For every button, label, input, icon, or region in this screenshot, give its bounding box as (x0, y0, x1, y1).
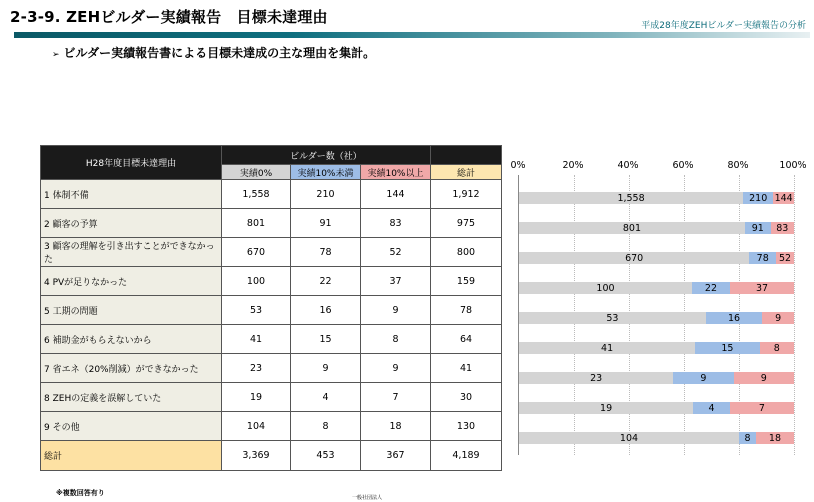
bar-segment (706, 312, 762, 324)
bar-segment (730, 402, 794, 414)
bar-data-label: 91 (751, 222, 764, 234)
cell-over10: 144 (361, 180, 431, 209)
cell-total: 30 (431, 383, 502, 412)
arrow-bullet-icon: ➢ (52, 50, 60, 60)
bar-segment (519, 192, 743, 204)
bar-data-label: 144 (774, 192, 793, 204)
row-label: 9 その他 (41, 412, 222, 441)
bar-segment (519, 252, 749, 264)
bar-data-label: 18 (768, 432, 781, 444)
report-subtitle: 平成28年度ZEHビルダー実績報告の分析 (641, 21, 806, 31)
table-row (41, 238, 502, 267)
col-header-total: 総計 (431, 165, 502, 180)
total-row-label: 総計 (41, 441, 222, 471)
bar-segment (776, 252, 794, 264)
lead-label: ビルダー実績報告書による目標未達成の主な理由を集計。 (63, 46, 376, 60)
bar-segment (692, 282, 730, 294)
bar-segment (749, 252, 776, 264)
bar-data-label: 23 (590, 372, 603, 384)
bar-segment (771, 222, 794, 234)
cell-0pct: 19 (222, 383, 291, 412)
bar-segment (745, 222, 771, 234)
cell-over10: 83 (361, 209, 431, 238)
row-label: 5 工期の問題 (41, 296, 222, 325)
table-row (41, 209, 502, 238)
cell-total: 41 (431, 354, 502, 383)
cell-0pct: 670 (222, 238, 291, 267)
cell-under10: 78 (291, 238, 361, 267)
cell-over10: 18 (361, 412, 431, 441)
total-0pct: 3,369 (222, 441, 291, 471)
stacked-bar (519, 372, 794, 384)
bar-segment (695, 342, 759, 354)
cell-over10: 37 (361, 267, 431, 296)
cell-over10: 9 (361, 296, 431, 325)
bar-data-label: 9 (700, 372, 707, 384)
table-row (41, 354, 502, 383)
total-row (41, 441, 502, 471)
cell-total: 1,912 (431, 180, 502, 209)
bar-data-label: 1,558 (617, 192, 645, 204)
cell-over10: 8 (361, 325, 431, 354)
x-tick-label: 40% (617, 160, 639, 171)
lead-text (52, 44, 375, 61)
stacked-bar (519, 432, 794, 444)
bar-segment (693, 402, 730, 414)
cell-under10: 210 (291, 180, 361, 209)
page-title: 2-3-9. ZEHビルダー実績報告 目標未達理由 (10, 8, 328, 26)
cell-total: 78 (431, 296, 502, 325)
bar-segment (762, 312, 794, 324)
row-label: 2 顧客の予算 (41, 209, 222, 238)
bar-data-label: 9 (775, 312, 782, 324)
cell-total: 800 (431, 238, 502, 267)
bar-data-label: 22 (704, 282, 718, 294)
table-row (41, 412, 502, 441)
stacked-bar (519, 342, 794, 354)
cell-0pct: 53 (222, 296, 291, 325)
total-header-top (431, 146, 502, 165)
row-label: 7 省エネ（20%削減）ができなかった (41, 354, 222, 383)
table-row (41, 383, 502, 412)
bar-segment (760, 342, 794, 354)
cell-under10: 16 (291, 296, 361, 325)
row-label: 1 体制不備 (41, 180, 222, 209)
bar-data-label: 100 (596, 282, 615, 294)
cell-0pct: 100 (222, 267, 291, 296)
bar-data-label: 83 (776, 222, 789, 234)
bar-data-label: 16 (728, 312, 741, 324)
cell-over10: 7 (361, 383, 431, 412)
stacked-bar (519, 282, 794, 294)
bar-segment (673, 372, 733, 384)
col-header-over10: 実績10%以上 (361, 165, 431, 180)
bar-segment (519, 282, 692, 294)
cell-0pct: 41 (222, 325, 291, 354)
bar-data-label: 670 (625, 252, 644, 264)
bar-segment (730, 282, 794, 294)
total-total: 4,189 (431, 441, 502, 471)
cell-under10: 4 (291, 383, 361, 412)
bar-data-label: 4 (708, 402, 715, 414)
bar-data-label: 104 (619, 432, 639, 444)
bar-data-label: 801 (622, 222, 642, 234)
stacked-bar (519, 252, 794, 264)
bar-data-label: 8 (773, 342, 780, 354)
x-tick-label: 80% (727, 160, 749, 171)
bar-data-label: 52 (779, 252, 792, 264)
reason-table (40, 145, 502, 471)
bar-segment (743, 192, 773, 204)
cell-under10: 9 (291, 354, 361, 383)
row-label: 3 顧客の理解を引き出すことができなかった (41, 238, 222, 267)
x-tick-label: 100% (779, 160, 807, 171)
bar-data-label: 9 (760, 372, 767, 384)
cell-0pct: 801 (222, 209, 291, 238)
bar-segment (519, 432, 739, 444)
stacked-bar (519, 222, 794, 234)
footnote: ※複数回答有り (56, 489, 105, 497)
cell-total: 975 (431, 209, 502, 238)
bar-segment (519, 402, 693, 414)
title-rule (14, 32, 810, 38)
cell-under10: 91 (291, 209, 361, 238)
stacked-bar (519, 402, 794, 414)
cell-total: 64 (431, 325, 502, 354)
cell-0pct: 1,558 (222, 180, 291, 209)
row-label: 6 補助金がもらえないから (41, 325, 222, 354)
x-tick-label: 0% (510, 160, 526, 171)
cell-over10: 9 (361, 354, 431, 383)
bar-data-label: 15 (721, 342, 734, 354)
reason-column-header: H28年度目標未達理由 (41, 146, 222, 180)
cell-under10: 15 (291, 325, 361, 354)
col-header-under10: 実績10%未満 (291, 165, 361, 180)
bar-data-label: 19 (600, 402, 613, 414)
stacked-bar (519, 192, 794, 204)
bar-segment (773, 192, 794, 204)
bar-segment (734, 372, 794, 384)
gridline (794, 175, 795, 455)
bar-data-label: 37 (755, 282, 769, 294)
x-tick-label: 60% (672, 160, 694, 171)
bar-segment (519, 312, 706, 324)
cell-total: 130 (431, 412, 502, 441)
cell-under10: 8 (291, 412, 361, 441)
bar-data-label: 7 (758, 402, 765, 414)
bar-data-label: 53 (606, 312, 619, 324)
cell-0pct: 23 (222, 354, 291, 383)
col-header-0pct: 実績0% (222, 165, 291, 180)
bar-segment (519, 342, 695, 354)
row-label: 8 ZEHの定義を誤解していた (41, 383, 222, 412)
row-label: 4 PVが足りなかった (41, 267, 222, 296)
footer-logo: 一般社団法人 (352, 495, 383, 501)
stacked-bar (519, 312, 794, 324)
builder-count-header: ビルダー数（社） (222, 146, 431, 165)
cell-0pct: 104 (222, 412, 291, 441)
x-tick-label: 20% (562, 160, 584, 171)
bar-segment (739, 432, 756, 444)
stacked-bar-chart (518, 175, 794, 455)
total-over10: 367 (361, 441, 431, 471)
table-row (41, 325, 502, 354)
chart-x-axis (510, 160, 807, 174)
bar-data-label: 41 (601, 342, 614, 354)
table-row (41, 267, 502, 296)
bar-segment (756, 432, 794, 444)
bar-data-label: 78 (756, 252, 769, 264)
total-under10: 453 (291, 441, 361, 471)
cell-over10: 52 (361, 238, 431, 267)
bar-segment (519, 372, 673, 384)
bar-data-label: 210 (749, 192, 768, 204)
bar-segment (519, 222, 745, 234)
table-row (41, 296, 502, 325)
cell-total: 159 (431, 267, 502, 296)
table-row (41, 180, 502, 209)
cell-under10: 22 (291, 267, 361, 296)
bar-data-label: 8 (744, 432, 751, 444)
